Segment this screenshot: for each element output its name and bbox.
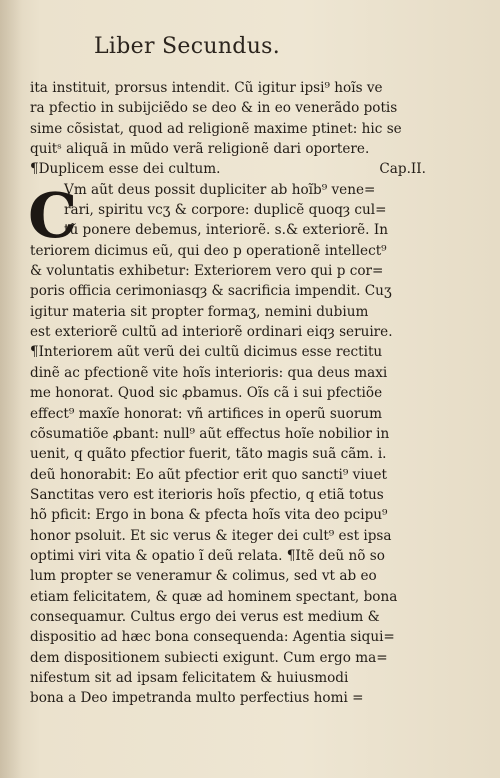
text-line: honor psoluit. Et sic verus & iteger dei cult⁹ est ipsa xyxy=(30,527,392,544)
text-line: uenit, q quãto pfectior fuerit, tãto magis suã cãm. i. xyxy=(30,446,387,463)
running-head: Liber Secundus. xyxy=(94,34,281,59)
text-line: optimi viri vita & opatio ĩ deũ relata. ¶Itẽ deũ nõ so xyxy=(30,547,385,564)
text-line: deũ honorabit: Eo aũt pfectior erit quo sancti⁹ viuet xyxy=(30,466,387,483)
dropcap-initial: C xyxy=(28,179,78,252)
chapter-title: ¶Duplicem esse dei cultum. xyxy=(30,161,221,178)
text-line: nifestum sit ad ipsam felicitatem & huiusmodi xyxy=(30,669,349,686)
text-line: Vm aũt deus possit dupliciter ab hoĩb⁹ vene= xyxy=(64,181,376,198)
text-line: igitur materia sit propter formaʒ, nemini dubium xyxy=(30,303,369,320)
text-line: tũ ponere debemus, interiorẽ. s.& exteriorẽ. In xyxy=(64,222,388,239)
chapter-heading xyxy=(30,159,430,179)
text-line: dem dispositionem subiecti exigunt. Cum ergo ma= xyxy=(30,649,388,666)
text-line: dinẽ ac pfectionẽ vite hoĩs interioris: qua deus maxi xyxy=(30,364,388,381)
text-line: poris officia cerimoniasqȝ & sacrificia impendit. Cuʒ xyxy=(30,283,392,300)
text-line: ¶Interiorem aũt verũ dei cultũ dicimus esse rectitu xyxy=(30,344,383,361)
gutter-shadow xyxy=(0,0,22,778)
text-line: effect⁹ maxĩe honorat: vñ artifices in operũ suorum xyxy=(30,405,382,422)
text-line: ra pfectio in subijciẽdo se deo & in eo venerãdo potis xyxy=(30,100,398,117)
text-line: etiam felicitatem, & quæ ad hominem spectant, bona xyxy=(30,588,398,605)
text-line: rari, spiritu vcʒ & corpore: duplicẽ quoqȝ cul= xyxy=(64,202,387,219)
text-line: cõsumatiõe ꝓbant: null⁹ aũt effectus hoĩe nobilior in xyxy=(30,425,390,442)
text-line: bona a Deo impetranda multo perfectius homi = xyxy=(30,690,364,707)
text-line: lum propter se veneramur & colimus, sed vt ab eo xyxy=(30,568,377,585)
text-line: Sanctitas vero est iterioris hoĩs pfectio, q etiã totus xyxy=(30,486,384,503)
text-block xyxy=(30,78,430,709)
text-line: dispositio ad hæc bona consequenda: Agentia siqui= xyxy=(30,629,395,646)
text-line: consequamur. Cultus ergo dei verus est medium & xyxy=(30,608,380,625)
text-line: hõ pficit: Ergo in bona & pfecta hoĩs vita deo pcipu⁹ xyxy=(30,507,388,524)
text-line: est exteriorẽ cultũ ad interiorẽ ordinari eiqȝ seruire. xyxy=(30,324,393,341)
text-line: me honorat. Quod sic ꝓbamus. Oĩs cã i sui pfectiõe xyxy=(30,385,383,402)
text-line: quitˢ aliquã in mũdo verã religionẽ dari oportere. xyxy=(30,141,370,158)
text-line: ita instituit, prorsus intendit. Cũ igitur ipsi⁹ hoĩs ve xyxy=(30,80,383,96)
chapter-number: Cap.II. xyxy=(379,161,426,178)
text-line: & voluntatis exhibetur: Exteriorem vero qui p cor= xyxy=(30,263,384,280)
text-line: sime cõsistat, quod ad religionẽ maxime ptinet: hic se xyxy=(30,120,402,137)
text-line: teriorem dicimus eũ, qui deo p operationẽ intellect⁹ xyxy=(30,242,387,259)
